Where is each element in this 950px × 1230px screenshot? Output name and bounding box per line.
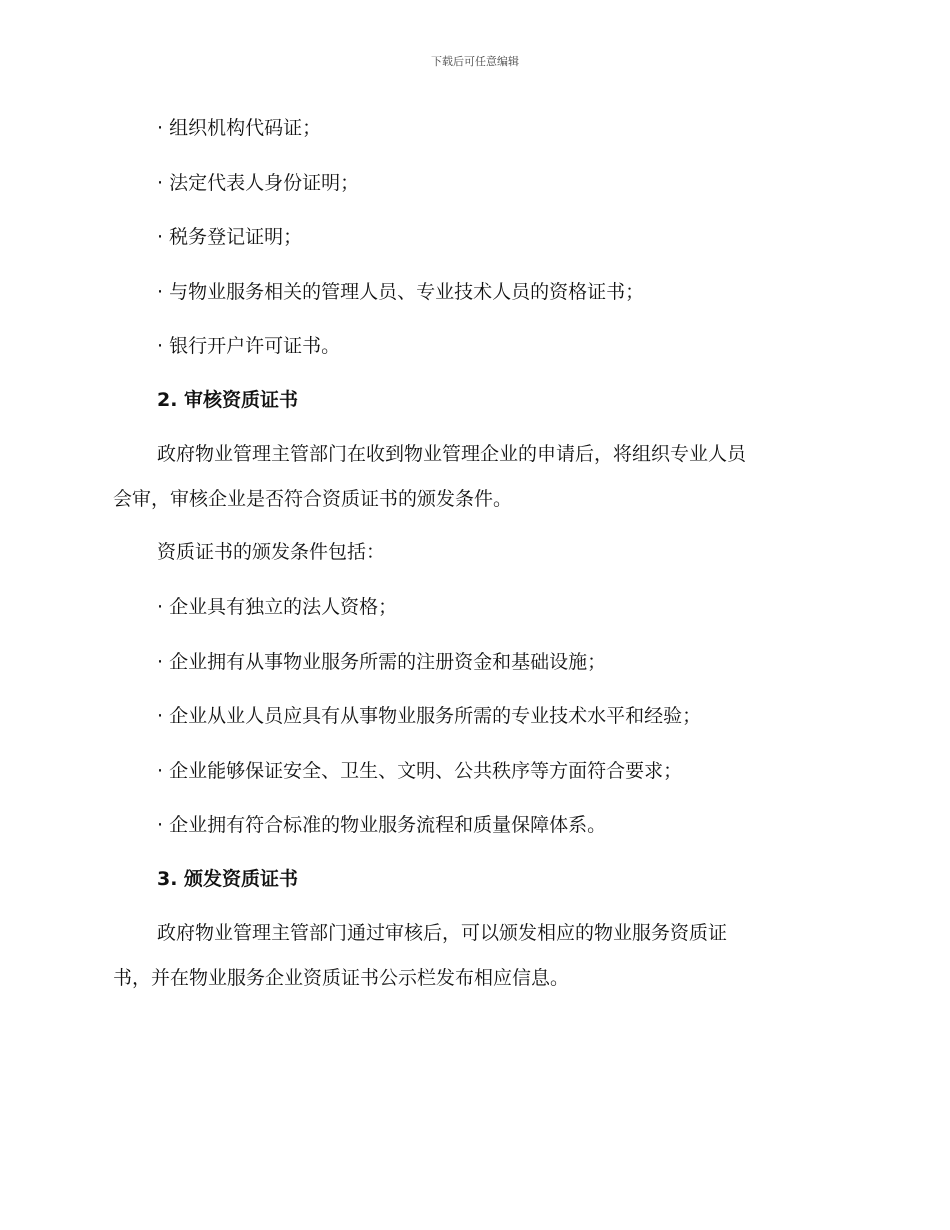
list-item: · 组织机构代码证； bbox=[157, 117, 322, 139]
section-heading: 3. 颁发资质证书 bbox=[157, 868, 299, 890]
list-item: · 法定代表人身份证明； bbox=[157, 172, 360, 194]
list-item: · 银行开户许可证书。 bbox=[157, 335, 341, 357]
paragraph-line: 会审，审核企业是否符合资质证书的颁发条件。 bbox=[113, 488, 513, 510]
list-item: · 企业能够保证安全、卫生、文明、公共秩序等方面符合要求； bbox=[157, 760, 683, 782]
list-item: · 企业拥有符合标准的物业服务流程和质量保障体系。 bbox=[157, 814, 607, 836]
list-item: · 企业从业人员应具有从事物业服务所需的专业技术水平和经验； bbox=[157, 705, 702, 727]
list-item: · 企业拥有从事物业服务所需的注册资金和基础设施； bbox=[157, 651, 607, 673]
paragraph-line: 书，并在物业服务企业资质证书公示栏发布相应信息。 bbox=[113, 967, 570, 989]
list-item: · 与物业服务相关的管理人员、专业技术人员的资格证书； bbox=[157, 281, 645, 303]
section-heading: 2. 审核资质证书 bbox=[157, 389, 299, 411]
paragraph-line: 政府物业管理主管部门通过审核后，可以颁发相应的物业服务资质证 bbox=[157, 922, 728, 944]
list-item: · 税务登记证明； bbox=[157, 226, 303, 248]
page-header: 下载后可任意编辑 bbox=[431, 55, 519, 68]
paragraph-line: 政府物业管理主管部门在收到物业管理企业的申请后，将组织专业人员 bbox=[157, 443, 747, 465]
paragraph-intro: 资质证书的颁发条件包括： bbox=[157, 541, 386, 563]
list-item: · 企业具有独立的法人资格； bbox=[157, 596, 398, 618]
